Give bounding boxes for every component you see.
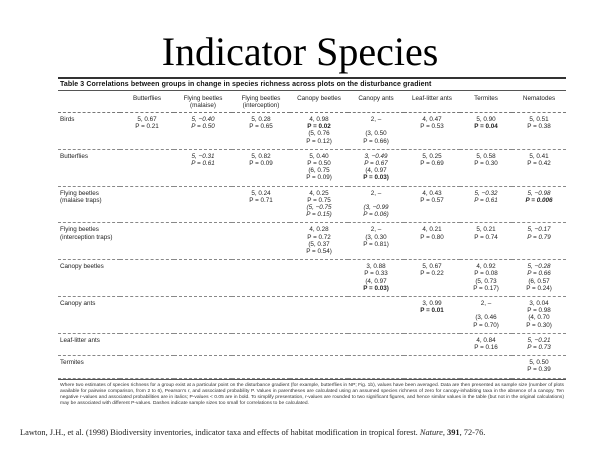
table-cell bbox=[120, 356, 174, 378]
cell-line: (5, 0.37 bbox=[308, 240, 330, 248]
cell-line: P = 0.38 bbox=[527, 123, 551, 131]
table-cell bbox=[404, 113, 460, 150]
table-cell bbox=[348, 297, 404, 334]
cell-line: P = 0.61 bbox=[191, 160, 215, 168]
citation: Lawton, J.H., et al. (1998) Biodiversity inventories, indicator taxa and effects of habitat modification in tropical forest. Nature, 391, 72-76. bbox=[20, 428, 486, 437]
column-header: Leaf-litter ants bbox=[404, 91, 460, 113]
table-cell bbox=[404, 186, 460, 223]
cell-line: (5, 0.73 bbox=[475, 277, 497, 285]
cell-line: P = 0.06) bbox=[363, 211, 389, 219]
cell-line: P = 0.57 bbox=[420, 196, 444, 204]
cell-line: P = 0.67 bbox=[364, 160, 388, 168]
cell-line: P = 0.42 bbox=[527, 160, 551, 168]
table-row bbox=[58, 333, 566, 355]
table-cell bbox=[404, 297, 460, 334]
cell-line: (4, 0.97 bbox=[365, 167, 387, 175]
cell-line: (4, 0.70 bbox=[528, 314, 550, 322]
table-cell bbox=[348, 223, 404, 260]
table-row bbox=[58, 356, 566, 378]
row-label: Leaf-litter ants bbox=[58, 333, 120, 355]
table-cell bbox=[174, 113, 232, 150]
cell-line: (3, 0.46 bbox=[475, 314, 497, 322]
column-header: Flying beetles (interception) bbox=[232, 91, 290, 113]
cell-line: P = 0.08 bbox=[474, 270, 498, 278]
cell-line: 5, −0.31 bbox=[191, 152, 215, 160]
cell-line: (6, 0.75 bbox=[308, 167, 330, 175]
table-cell bbox=[460, 149, 512, 186]
cell-line: P = 0.75 bbox=[307, 196, 331, 204]
table-cell bbox=[290, 186, 348, 223]
table-cell bbox=[512, 223, 566, 260]
cell-line: (3, −0.99 bbox=[363, 204, 389, 212]
cell-line: 3, 0.04 bbox=[529, 300, 549, 308]
cell-line bbox=[349, 123, 403, 130]
cell-line: P = 0.33 bbox=[364, 270, 388, 278]
cell-line: 5, 0.67 bbox=[422, 263, 442, 271]
column-header: Butterflies bbox=[120, 91, 174, 113]
table-cell bbox=[232, 113, 290, 150]
citation-pages: , 72-76. bbox=[459, 428, 486, 437]
cell-line: 5, 0.25 bbox=[422, 152, 442, 160]
cell-line: P = 0.04 bbox=[474, 123, 498, 131]
table-cell bbox=[174, 186, 232, 223]
cell-line: 5, 0.21 bbox=[476, 226, 496, 234]
cell-line: 3, 0.88 bbox=[366, 263, 386, 271]
cell-line: 5, 0.82 bbox=[251, 152, 271, 160]
cell-line: P = 0.74 bbox=[474, 233, 498, 241]
table-cell bbox=[512, 186, 566, 223]
cell-line: P = 0.70) bbox=[473, 321, 499, 329]
correlation-table bbox=[58, 91, 566, 379]
cell-line: P = 0.69 bbox=[420, 160, 444, 168]
table-cell bbox=[404, 149, 460, 186]
table-row bbox=[58, 223, 566, 260]
table-row bbox=[58, 260, 566, 297]
cell-line: 5, 0.24 bbox=[251, 189, 271, 197]
slide-title: Indicator Species bbox=[161, 29, 439, 74]
cell-line: 5, 0.90 bbox=[476, 116, 496, 123]
table-cell bbox=[120, 149, 174, 186]
table-cell bbox=[232, 149, 290, 186]
cell-line: 2, – bbox=[370, 226, 382, 234]
table-cell bbox=[232, 260, 290, 297]
column-header: Flying beetles (malaise) bbox=[174, 91, 232, 113]
table-cell bbox=[460, 113, 512, 150]
cell-line: 5, 0.51 bbox=[529, 116, 549, 123]
cell-line: P = 0.09) bbox=[306, 174, 332, 182]
cell-line: (5, 0.76 bbox=[308, 130, 330, 138]
cell-line: P = 0.50 bbox=[191, 123, 215, 131]
cell-line: 5, 0.67 bbox=[137, 116, 157, 123]
cell-line: 3, 0.99 bbox=[422, 300, 442, 308]
table-cell bbox=[290, 297, 348, 334]
cell-line: P = 0.71 bbox=[249, 196, 273, 204]
table-cell bbox=[232, 356, 290, 378]
table-cell bbox=[512, 113, 566, 150]
table-cell bbox=[290, 149, 348, 186]
table-cell bbox=[460, 297, 512, 334]
cell-line: 5, 0.58 bbox=[476, 152, 496, 160]
table-cell bbox=[174, 297, 232, 334]
table-cell bbox=[348, 186, 404, 223]
cell-line: P = 0.09 bbox=[249, 160, 273, 168]
cell-line: P = 0.17) bbox=[473, 284, 499, 292]
cell-line: 2, – bbox=[370, 116, 382, 123]
table-cell bbox=[512, 356, 566, 378]
cell-line: 5, −0.40 bbox=[191, 116, 215, 123]
cell-line: 5, −0.98 bbox=[527, 189, 551, 197]
table-cell bbox=[290, 223, 348, 260]
cell-line: P = 0.02 bbox=[307, 123, 331, 131]
table-cell bbox=[232, 223, 290, 260]
table-cell bbox=[512, 260, 566, 297]
cell-line: 2, – bbox=[370, 189, 382, 197]
cell-line: P = 0.30) bbox=[526, 321, 552, 329]
table-footnote: Where two estimates of species richness for a group exist at a particular point on the disturbance gradient (for example, butterflies in NP; Fig. 1b), values have been averaged. Data are then presented as sample size (number of plots available for pairwise comparison, from 2 to 6), Pearson's r, and associated probability P. Values in parentheses are calculated using an assumed species richness of zero for canopy-inhabiting taxa in the absence of a canopy. Ten negative r-values and associated probabilities are in italics; P-values < 0.05 are in bold. To simplify presentation, r-values are rounded to two significant figures, and hence similar values in the table (but not in the original calculations) may be associated with different P-values. Dashes indicate sample sizes too small for correlations to be calculated. bbox=[58, 379, 566, 407]
cell-line: P = 0.03) bbox=[363, 284, 389, 292]
cell-line: P = 0.72 bbox=[307, 233, 331, 241]
cell-line: (6, 0.57 bbox=[528, 277, 550, 285]
row-label: Butterflies bbox=[58, 149, 120, 186]
row-label: Flying beetles (malaise traps) bbox=[58, 186, 120, 223]
table-cell bbox=[232, 186, 290, 223]
column-header: Termites bbox=[460, 91, 512, 113]
table-cell bbox=[120, 223, 174, 260]
table-cell bbox=[120, 297, 174, 334]
table-cell bbox=[290, 333, 348, 355]
table-cell bbox=[120, 260, 174, 297]
table-caption: Table 3 Correlations between groups in change in species richness across plots on the disturbance gradient bbox=[58, 77, 566, 91]
column-header: Nematodes bbox=[512, 91, 566, 113]
cell-line: 4, 0.92 bbox=[476, 263, 496, 271]
cell-line: P = 0.21 bbox=[135, 123, 159, 131]
cell-line bbox=[461, 307, 511, 314]
cell-line: P = 0.53 bbox=[420, 123, 444, 131]
table-cell bbox=[348, 333, 404, 355]
cell-line: P = 0.80 bbox=[420, 233, 444, 241]
table-cell bbox=[348, 149, 404, 186]
table-cell bbox=[120, 333, 174, 355]
table-row bbox=[58, 297, 566, 334]
table-cell bbox=[404, 356, 460, 378]
cell-line: 4, 0.43 bbox=[422, 189, 442, 197]
cell-line: P = 0.01 bbox=[420, 307, 444, 315]
table-cell bbox=[460, 356, 512, 378]
cell-line: 5, 0.50 bbox=[529, 359, 549, 367]
cell-line: 5, 0.40 bbox=[309, 152, 329, 160]
cell-line: P = 0.24) bbox=[526, 284, 552, 292]
cell-line: P = 0.66 bbox=[527, 270, 551, 278]
table-cell bbox=[232, 333, 290, 355]
row-label: Birds bbox=[58, 113, 120, 150]
citation-volume: 391 bbox=[447, 428, 460, 437]
table-cell bbox=[512, 149, 566, 186]
cell-line: P = 0.16 bbox=[474, 344, 498, 352]
cell-line: 5, −0.17 bbox=[527, 226, 551, 234]
cell-line: P = 0.22 bbox=[420, 270, 444, 278]
cell-line: P = 0.54) bbox=[306, 248, 332, 256]
table-cell bbox=[512, 333, 566, 355]
table-cell bbox=[404, 333, 460, 355]
cell-line: P = 0.50 bbox=[307, 160, 331, 168]
cell-line: P = 0.66) bbox=[363, 137, 389, 145]
table-cell bbox=[404, 223, 460, 260]
table-cell bbox=[460, 223, 512, 260]
cell-line: (3, 0.50 bbox=[365, 130, 387, 138]
cell-line bbox=[349, 197, 403, 204]
row-label: Termites bbox=[58, 356, 120, 378]
cell-line: (5, −0.75 bbox=[306, 204, 332, 212]
table-cell bbox=[174, 260, 232, 297]
table-cell bbox=[404, 260, 460, 297]
column-header: Canopy ants bbox=[348, 91, 404, 113]
cell-line: P = 0.81) bbox=[363, 240, 389, 248]
table-body bbox=[58, 113, 566, 379]
table-cell bbox=[120, 186, 174, 223]
citation-journal: Nature bbox=[419, 428, 443, 437]
row-label: Canopy beetles bbox=[58, 260, 120, 297]
cell-line: 5, −0.21 bbox=[527, 336, 551, 344]
table-cell bbox=[290, 356, 348, 378]
table-row bbox=[58, 149, 566, 186]
table-cell bbox=[174, 333, 232, 355]
cell-line: (3, 0.30 bbox=[365, 233, 387, 241]
table-cell bbox=[120, 113, 174, 150]
cell-line: P = 0.15) bbox=[306, 211, 332, 219]
cell-line: 4, 0.98 bbox=[309, 116, 329, 123]
table-cell bbox=[348, 356, 404, 378]
table-cell bbox=[290, 260, 348, 297]
cell-line: 5, 0.28 bbox=[251, 116, 271, 123]
row-label: Flying beetles (interception traps) bbox=[58, 223, 120, 260]
correlation-table-figure bbox=[58, 77, 566, 407]
table-cell bbox=[174, 149, 232, 186]
cell-line: 5, −0.28 bbox=[527, 263, 551, 271]
table-cell bbox=[460, 186, 512, 223]
cell-line: P = 0.73 bbox=[527, 344, 551, 352]
table-cell bbox=[460, 333, 512, 355]
table-cell bbox=[290, 113, 348, 150]
table-row bbox=[58, 113, 566, 150]
cell-line: (4, 0.97 bbox=[365, 277, 387, 285]
column-header bbox=[58, 91, 120, 113]
cell-line: P = 0.65 bbox=[249, 123, 273, 131]
cell-line: P = 0.79 bbox=[527, 233, 551, 241]
cell-line: 4, 0.28 bbox=[309, 226, 329, 234]
table-row bbox=[58, 186, 566, 223]
cell-line: P = 0.39 bbox=[527, 366, 551, 374]
citation-authors: Lawton, J.H., et al. (1998) Biodiversity inventories, indicator taxa and effects of habitat modification in tropical forest. bbox=[20, 428, 420, 437]
table-cell bbox=[348, 113, 404, 150]
cell-line: P = 0.12) bbox=[306, 137, 332, 145]
table-cell bbox=[232, 297, 290, 334]
cell-line: 4, 0.21 bbox=[422, 226, 442, 234]
cell-line: P = 0.98 bbox=[527, 307, 551, 315]
cell-line: 5, 0.41 bbox=[529, 152, 549, 160]
column-header: Canopy beetles bbox=[290, 91, 348, 113]
table-header-row bbox=[58, 91, 566, 113]
cell-line: 4, 0.25 bbox=[309, 189, 329, 197]
cell-line: 3, −0.49 bbox=[364, 152, 388, 160]
table-cell bbox=[174, 223, 232, 260]
table-cell bbox=[348, 260, 404, 297]
cell-line: P = 0.03) bbox=[363, 174, 389, 182]
cell-line: 4, 0.47 bbox=[422, 116, 442, 123]
cell-line: P = 0.30 bbox=[474, 160, 498, 168]
cell-line: 4, 0.84 bbox=[476, 336, 496, 344]
cell-line: 2, – bbox=[480, 300, 492, 308]
cell-line: P = 0.61 bbox=[474, 196, 498, 204]
cell-line: P = 0.006 bbox=[525, 196, 553, 204]
cell-line: 5, −0.32 bbox=[474, 189, 498, 197]
table-cell bbox=[512, 297, 566, 334]
table-cell bbox=[174, 356, 232, 378]
table-cell bbox=[460, 260, 512, 297]
row-label: Canopy ants bbox=[58, 297, 120, 334]
